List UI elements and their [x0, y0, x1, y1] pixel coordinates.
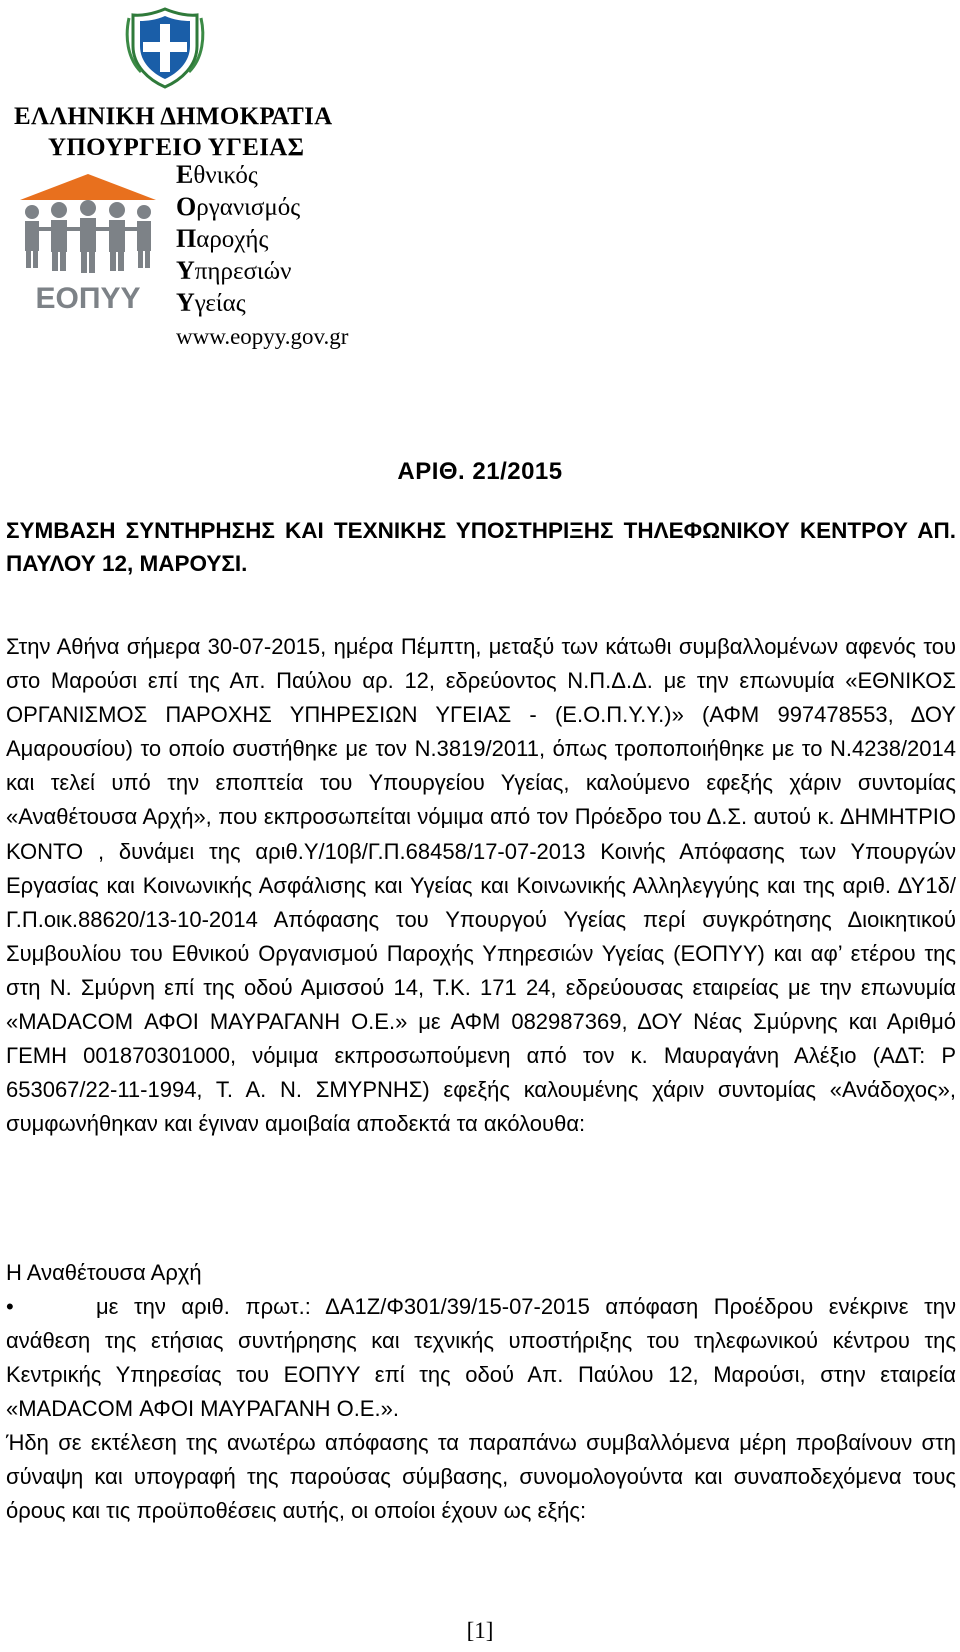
header-country: ΕΛΛΗΝΙΚΗ ΔΗΜΟΚΡΑΤΙΑ [14, 103, 333, 130]
org-name-word-4: Υπηρεσιών [176, 256, 292, 285]
eopyy-logo-text: ΕΟΠΥΥ [35, 282, 141, 312]
eopyy-logo [18, 172, 158, 312]
bullet-text: με την αριθ. πρωτ.: ΔΑ1Ζ/Φ301/39/15-07-2015 απόφαση Προέδρου ενέκρινε την ανάθεση της ετήσιας συντήρησης και τεχνικής υποστήριξης του τηλεφωνικού κέντρου της Κεντρικής Υπηρεσίας του ΕΟΠΥΥ επί της οδού Απ. Παύλου 12, Μαρούσι, στην εταιρεία «MADACOM ΑΦΟΙ ΜΑΥΡΑΓΑΝΗ Ο.Ε.». [6, 1294, 956, 1422]
bullet-marker: • [6, 1294, 14, 1319]
document-title: ΣΥΜΒΑΣΗ ΣΥΝΤΗΡΗΣΗΣ ΚΑΙ ΤΕΧΝΙΚΗΣ ΥΠΟΣΤΗΡΙΞΗΣ ΤΗΛΕΦΩΝΙΚΟΥ ΚΕΝΤΡΟΥ ΑΠ. ΠΑΥΛΟΥ 12, ΜΑΡΟΥΣΙ. [6, 518, 956, 576]
paragraph-contracting-authority: Η Αναθέτουσα Αρχή [6, 1260, 202, 1285]
bullet-item [6, 1290, 956, 1426]
header-ministry: ΥΠΟΥΡΓΕΙΟ ΥΓΕΙΑΣ [48, 134, 305, 161]
website-url: www.eopyy.gov.gr [176, 324, 349, 349]
paragraph-agreement: Ήδη σε εκτέλεση της ανωτέρω απόφασης τα παραπάνω συμβαλλόμενα μέρη προβαίνουν στη σύναψη και υπογραφή της παρούσας σύμβασης, συνομολογούντα και συναποδεχόμενα τους όρους και τις προϋποθέσεις αυτής, οι οποίοι έχουν ως εξής: [6, 1430, 956, 1524]
page-number: [1] [466, 1618, 494, 1643]
letterhead [0, 0, 960, 380]
org-name-word-1: Εθνικός [176, 160, 258, 189]
paragraph-parties: Στην Αθήνα σήμερα 30-07-2015, ημέρα Πέμπτη, μεταξύ των κάτωθι συμβαλλομένων αφενός του στο Μαρούσι επί της Απ. Παύλου αρ. 12, εδρεύοντος Ν.Π.Δ.Δ. με την επωνυμία «ΕΘΝΙΚΟΣ ΟΡΓΑΝΙΣΜΟΣ ΠΑΡΟΧΗΣ ΥΠΗΡΕΣΙΩΝ ΥΓΕΙΑΣ - (Ε.Ο.Π.Υ.Υ.)» (ΑΦΜ 997478553, ΔΟΥ Αμαρουσίου) το οποίο συστήθηκε με τον Ν.3819/2011, όπως τροποποιήθηκε με το Ν.4238/2014 και τελεί υπό την εποπτεία του Υπουργείου Υγείας, καλούμενο εφεξής χάριν συντομίας «Αναθέτουσα Αρχή», που εκπροσωπείται νόμιμα από τον Πρόεδρο του Δ.Σ. αυτού κ. ΔΗΜΗΤΡΙΟ ΚΟΝΤΟ , δυνάμει της αριθ.Υ/10β/Γ.Π.68458/17-07-2013 Κοινής Απόφασης των Υπουργών Εργασίας και Κοινωνικής Ασφάλισης και Υγείας και Κοινωνικής Αλληλεγγύης και της αριθ. ΔΥ1δ/Γ.Π.οικ.88620/13-10-2014 Απόφασης του Υπουργού Υγείας περί συγκρότησης Διοικητικού Συμβουλίου του Εθνικού Οργανισμού Παροχής Υπηρεσιών Υγείας (ΕΟΠΥΥ) και αφ’ ετέρου της στη Ν. Σμύρνη επί της οδού Αμισσού 14, Τ.Κ. 171 24, εδρεύουσας εταιρείας με την επωνυμία «MADACOM ΑΦΟΙ ΜΑΥΡΑΓΑΝΗ Ο.Ε.» με ΑΦΜ 082987369, ΔΟΥ Νέας Σμύρνης και Αριθμό ΓΕΜΗ 001870301000, νόμιμα εκπροσωπούμενη από τον κ. Μαυραγάνη Αλέξιο (ΑΔΤ: Ρ 653067/22-11-1994, Τ. Α. Ν. ΣΜΥΡΝΗΣ) εφεξής καλουμένης χάριν συντομίας «Ανάδοχος», συμφωνήθηκαν και έγιναν αμοιβαία αποδεκτά τα ακόλουθα: [6, 634, 956, 1137]
org-name-word-2: Οργανισμός [176, 192, 301, 221]
org-name-word-3: Παροχής [176, 224, 269, 253]
document-number: ΑΡΙΘ. 21/2015 [397, 458, 563, 485]
greek-coat-of-arms-icon [123, 6, 207, 90]
org-name-word-5: Υγείας [176, 288, 246, 317]
